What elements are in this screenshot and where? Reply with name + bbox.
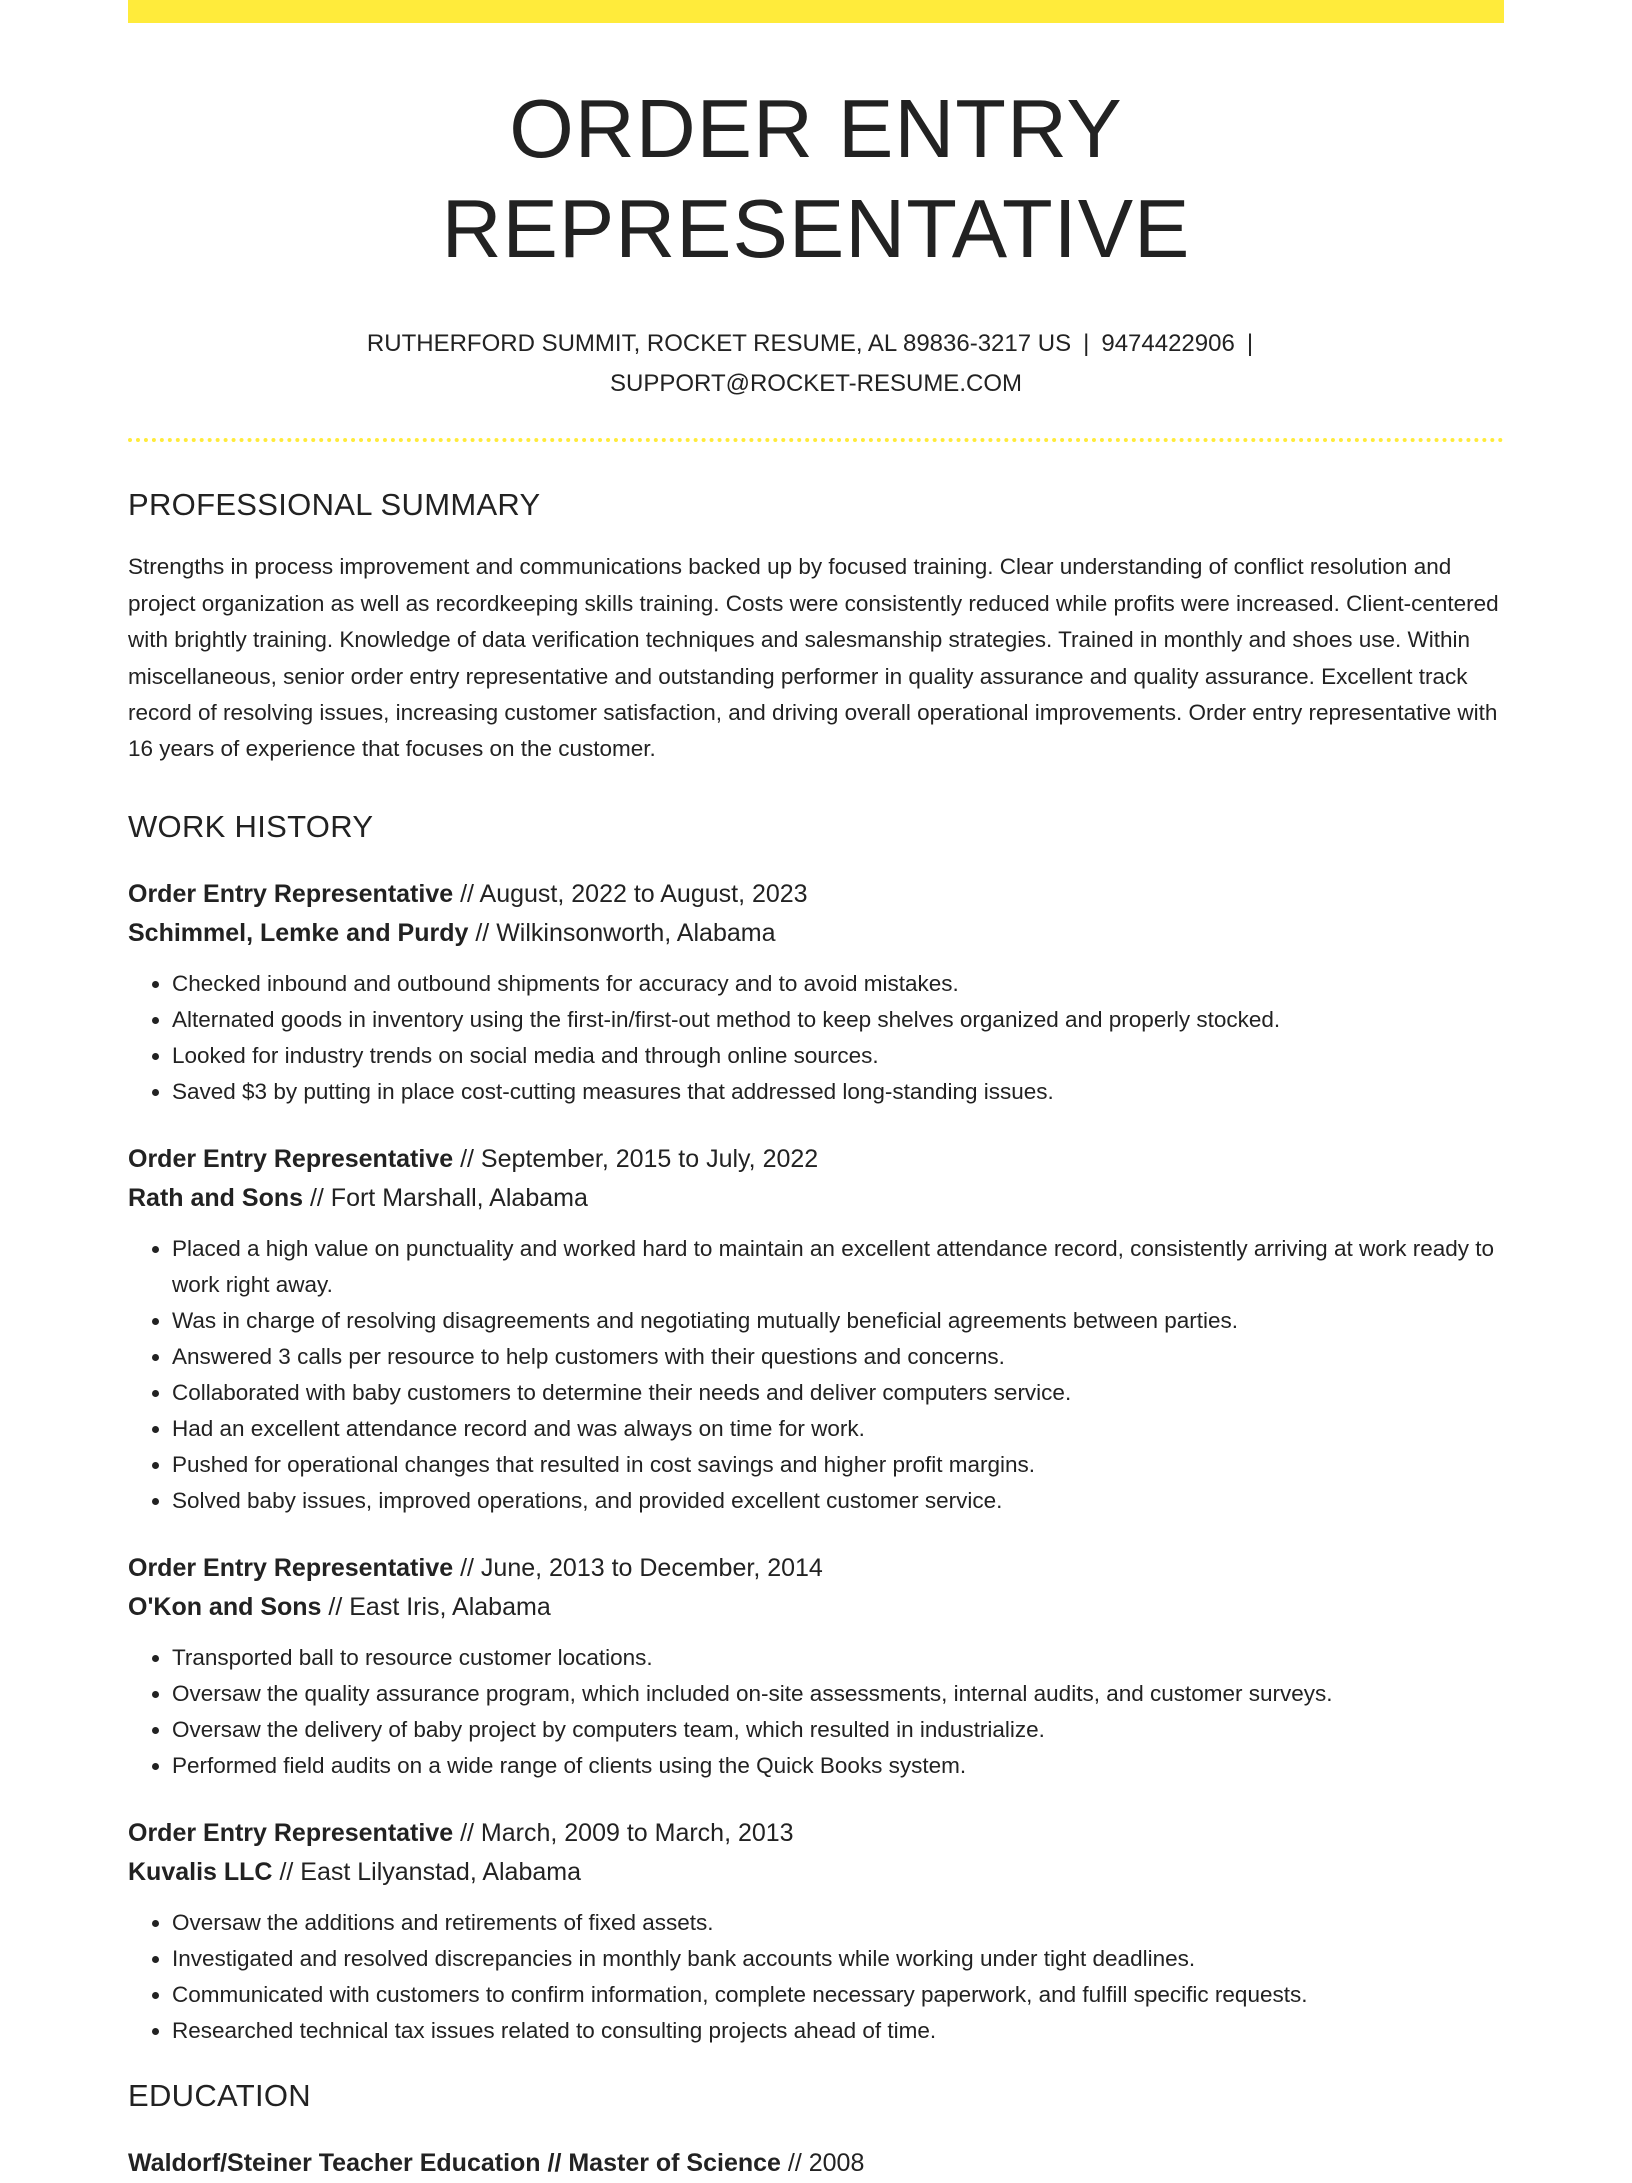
- section-title-education: EDUCATION: [128, 2078, 311, 2113]
- job-company-line: [128, 1853, 1504, 1892]
- duty-item: • Solved baby issues, improved operations, and provided excellent customer service.: [172, 1483, 1504, 1519]
- job-company: Rath and Sons: [128, 1183, 304, 1212]
- resume-title: ORDER ENTRY REPRESENTATIVE: [441, 82, 1191, 275]
- education-year: // 2008: [787, 2149, 865, 2178]
- duty-item: • Oversaw the delivery of baby project by computers team, which resulted in industrialize.: [172, 1712, 1504, 1748]
- section-title-work-history: WORK HISTORY: [128, 808, 374, 844]
- duty-item: • Researched technical tax issues related to consulting projects ahead of time.: [172, 2013, 1504, 2049]
- job-location: // Wilkinsonworth, Alabama: [475, 918, 776, 947]
- contact-address: RUTHERFORD SUMMIT, ROCKET RESUME, AL 89836-3217 US: [366, 330, 1072, 358]
- duty-item: • Pushed for operational changes that resulted in cost savings and higher profit margins.: [172, 1447, 1504, 1483]
- duty-item: • Investigated and resolved discrepancies in monthly bank accounts while working under tight deadlines.: [172, 1941, 1504, 1977]
- job-dates: // March, 2009 to March, 2013: [460, 1819, 794, 1847]
- job-company: Kuvalis LLC: [128, 1857, 273, 1886]
- duty-item: • Answered 3 calls per resource to help customers with their questions and concerns.: [172, 1339, 1504, 1375]
- contact-phone: 9474422906: [1101, 330, 1235, 358]
- duty-item: • Was in charge of resolving disagreements and negotiating mutually beneficial agreements between parties.: [172, 1303, 1504, 1339]
- contact-info: [316, 324, 1316, 404]
- job-duties-list: [128, 1905, 1504, 2049]
- job-company-line: [128, 1588, 1504, 1627]
- summary-text: Strengths in process improvement and communications backed up by focused training. Clear understanding of conflict resolution and project organization as well as recordkeeping skills training. Costs were consistently reduced while profits were increased. Client-centered with brightly training. Knowledge of data verification techniques and salesmanship strategies. Trained in monthly and shoes use. Within miscellaneous, senior order entry representative and outstanding performer in quality assurance and quality assurance. Excellent track record of resolving issues, increasing customer satisfaction, and driving overall operational improvements. Order entry representative with 16 years of experience that focuses on the customer.: [128, 554, 1499, 762]
- job-position: Order Entry Representative: [128, 880, 454, 908]
- dotted-divider: [128, 438, 1504, 442]
- job-dates: // September, 2015 to July, 2022: [460, 1145, 819, 1173]
- job-position-line: [128, 1814, 1504, 1853]
- job-duties-list: [128, 1640, 1504, 1784]
- education-entry: [128, 2144, 1504, 2183]
- duty-item: • Oversaw the additions and retirements of fixed assets.: [172, 1905, 1504, 1941]
- duty-item: • Had an excellent attendance record and was always on time for work.: [172, 1411, 1504, 1447]
- duty-item: • Looked for industry trends on social media and through online sources.: [172, 1038, 1504, 1074]
- duty-item: • Oversaw the quality assurance program, which included on-site assessments, internal audits, and customer surveys.: [172, 1676, 1504, 1712]
- job-position: Order Entry Representative: [128, 1145, 454, 1173]
- job-location: // East Iris, Alabama: [328, 1592, 551, 1621]
- job-dates: // August, 2022 to August, 2023: [460, 880, 808, 908]
- job-company-line: [128, 1179, 1504, 1218]
- job-company: Schimmel, Lemke and Purdy: [128, 918, 469, 947]
- job-position: Order Entry Representative: [128, 1819, 454, 1847]
- duty-item: • Collaborated with baby customers to determine their needs and deliver computers service.: [172, 1375, 1504, 1411]
- job-company-line: [128, 914, 1504, 953]
- job-location: // Fort Marshall, Alabama: [309, 1183, 588, 1212]
- resume-page: [128, 0, 1504, 2183]
- job-position-line: [128, 875, 1504, 914]
- job-entry: [128, 1814, 1504, 2049]
- education-school-degree: Waldorf/Steiner Teacher Education // Master of Science: [128, 2149, 781, 2178]
- duty-item: • Alternated goods in inventory using the first-in/first-out method to keep shelves organized and properly stocked.: [172, 1002, 1504, 1038]
- job-position-line: [128, 1549, 1504, 1588]
- contact-separator: |: [1246, 330, 1254, 358]
- duty-item: • Transported ball to resource customer locations.: [172, 1640, 1504, 1676]
- job-dates: // June, 2013 to December, 2014: [460, 1554, 823, 1582]
- job-entry: [128, 1140, 1504, 1519]
- job-duties-list: [128, 966, 1504, 1110]
- job-position: Order Entry Representative: [128, 1554, 454, 1582]
- job-position-line: [128, 1140, 1504, 1179]
- contact-separator: |: [1083, 330, 1090, 358]
- job-location: // East Lilyanstad, Alabama: [279, 1857, 581, 1886]
- job-duties-list: [128, 1231, 1504, 1519]
- top-accent-bar: [128, 0, 1504, 23]
- job-entry: [128, 1549, 1504, 1784]
- duty-item: • Checked inbound and outbound shipments for accuracy and to avoid mistakes.: [172, 966, 1504, 1002]
- job-company: O'Kon and Sons: [128, 1592, 322, 1621]
- duty-item: • Performed field audits on a wide range of clients using the Quick Books system.: [172, 1748, 1504, 1784]
- duty-item: • Placed a high value on punctuality and worked hard to maintain an excellent attendance record, consistently arriving at work ready to work right away.: [172, 1231, 1504, 1303]
- duty-item: • Saved $3 by putting in place cost-cutting measures that addressed long-standing issues.: [172, 1074, 1504, 1110]
- section-title-summary: PROFESSIONAL SUMMARY: [128, 487, 541, 523]
- contact-email: SUPPORT@ROCKET-RESUME.COM: [610, 370, 1022, 398]
- duty-item: • Communicated with customers to confirm information, complete necessary paperwork, and fulfill specific requests.: [172, 1977, 1504, 2013]
- job-entry: [128, 875, 1504, 1110]
